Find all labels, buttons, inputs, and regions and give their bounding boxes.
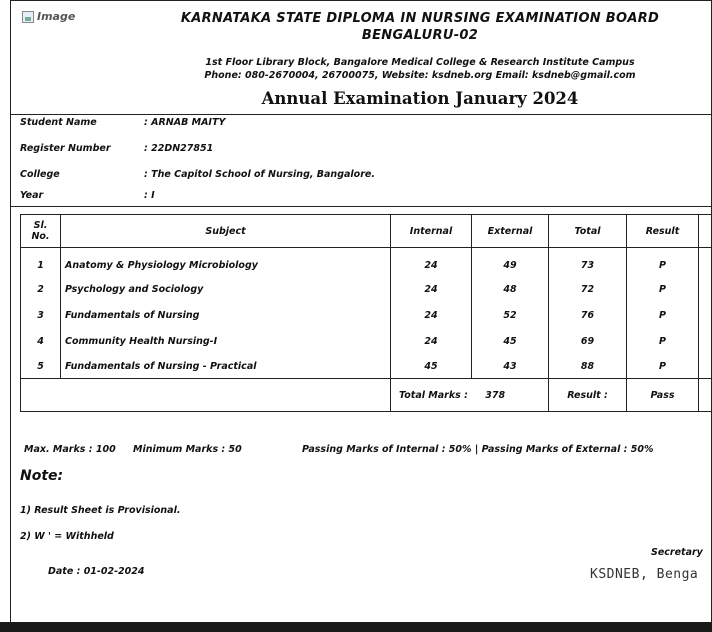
cell-extra (699, 328, 712, 354)
cell-internal: 24 (391, 302, 472, 328)
image-alt-text: Image (37, 10, 76, 23)
register-number-value: : 22DN27851 (144, 143, 214, 154)
cell-total: 72 (549, 276, 627, 302)
table-row (21, 248, 712, 277)
cell-total: 88 (549, 354, 627, 379)
cell-extra (699, 276, 712, 302)
cell-result: P (627, 328, 699, 354)
col-header-result: Result (627, 215, 699, 248)
address-line1: 1st Floor Library Block, Bangalore Medical College & Research Institute Campus (205, 57, 635, 68)
cell-slno: 5 (21, 354, 61, 379)
cell-extra (699, 354, 712, 379)
col-header-external: External (472, 215, 549, 248)
divider (10, 206, 712, 207)
cell-subject: Fundamentals of Nursing - Practical (61, 354, 391, 379)
note-title: Note: (20, 468, 64, 484)
cell-result: P (627, 248, 699, 277)
col-header-internal: Internal (391, 215, 472, 248)
cell-subject: Community Health Nursing-I (61, 328, 391, 354)
cell-slno: 1 (21, 248, 61, 277)
cell-external: 43 (472, 354, 549, 379)
col-header-extra (699, 215, 712, 248)
broken-image-logo (22, 10, 75, 23)
table-row (21, 302, 712, 328)
register-number-label: Register Number (20, 143, 111, 154)
divider (10, 114, 712, 115)
cell-result: P (627, 354, 699, 379)
college-label: College (20, 169, 60, 180)
note-withheld: 2) W ' = Withheld (20, 531, 114, 542)
total-marks-cell (391, 379, 549, 412)
board-title (180, 10, 660, 44)
cell-external: 48 (472, 276, 549, 302)
cell-external: 52 (472, 302, 549, 328)
cell-external: 49 (472, 248, 549, 277)
cell-internal: 24 (391, 328, 472, 354)
cell-total: 76 (549, 302, 627, 328)
student-name-label: Student Name (20, 117, 97, 128)
cell-internal: 24 (391, 248, 472, 277)
cell-result: P (627, 276, 699, 302)
board-address (180, 56, 660, 82)
cell-extra (699, 248, 712, 277)
result-label-cell: Result : (549, 379, 627, 412)
student-name-value: : ARNAB MAITY (144, 117, 226, 128)
secretary-label: Secretary (651, 547, 703, 558)
col-header-subject: Subject (61, 215, 391, 248)
bottom-border (0, 622, 712, 632)
cell-subject: Fundamentals of Nursing (61, 302, 391, 328)
table-row (21, 276, 712, 302)
cell-internal: 24 (391, 276, 472, 302)
college-value: : The Capitol School of Nursing, Bangalore. (144, 169, 375, 180)
year-label: Year (20, 190, 44, 201)
max-marks: Max. Marks : 100 (24, 444, 116, 455)
cell-result: P (627, 302, 699, 328)
exam-title: Annual Examination January 2024 (261, 89, 579, 108)
result-date: Date : 01-02-2024 (48, 566, 145, 577)
total-row-blank (21, 379, 391, 412)
cell-subject: Anatomy & Physiology Microbiology (61, 248, 391, 277)
cell-extra (699, 302, 712, 328)
note-provisional: 1) Result Sheet is Provisional. (20, 505, 181, 516)
passing-marks: Passing Marks of Internal : 50% | Passing Marks of External : 50% (302, 444, 654, 455)
cell-total: 69 (549, 328, 627, 354)
table-row (21, 354, 712, 379)
ksdneb-stamp: KSDNEB, Benga (590, 567, 699, 582)
board-title-line1: KARNATAKA STATE DIPLOMA IN NURSING EXAMINATION BOARD (180, 11, 660, 26)
image-icon (22, 11, 34, 23)
cell-internal: 45 (391, 354, 472, 379)
address-line2: Phone: 080-2670004, 26700075, Website: ksdneb.org Email: ksdneb@gmail.com (204, 70, 636, 81)
marks-table (20, 214, 712, 412)
cell-total: 73 (549, 248, 627, 277)
col-header-slno: Sl. No. (21, 215, 61, 248)
total-marks-value: 378 (485, 389, 506, 401)
cell-slno: 4 (21, 328, 61, 354)
cell-extra (699, 379, 712, 412)
cell-external: 45 (472, 328, 549, 354)
min-marks: Minimum Marks : 50 (133, 444, 242, 455)
board-title-line2: BENGALURU-02 (361, 28, 479, 43)
total-row (21, 379, 712, 412)
table-row (21, 328, 712, 354)
year-value: : I (144, 190, 155, 201)
cell-subject: Psychology and Sociology (61, 276, 391, 302)
result-value-cell: Pass (627, 379, 699, 412)
total-marks-label: Total Marks : (399, 389, 468, 401)
col-header-total: Total (549, 215, 627, 248)
cell-slno: 2 (21, 276, 61, 302)
table-header-row (21, 215, 712, 248)
cell-slno: 3 (21, 302, 61, 328)
